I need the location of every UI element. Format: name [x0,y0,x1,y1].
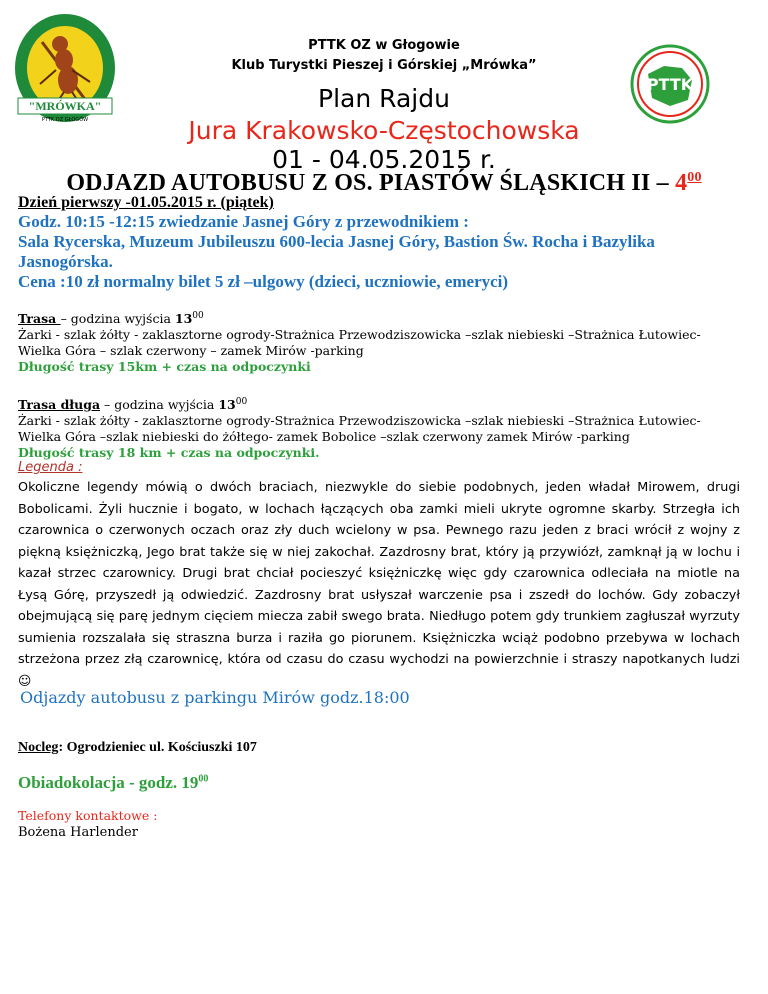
departure-hour: 4 [675,170,688,196]
svg-text:"MRÓWKA": "MRÓWKA" [28,99,102,113]
trasa-hour: 13 [174,311,193,327]
svg-text:PTTK: PTTK [646,75,694,94]
trasa-desc: – godzina wyjścia [60,311,175,327]
trasa-dluga-desc: – godzina wyjścia [100,397,219,413]
club-name-line1: PTTK OZ w Głogowie [308,38,460,53]
trasa-length: Długość trasy 15km + czas na odpoczynki [18,359,311,375]
dates: 01 - 04.05.2015 r. [272,145,496,174]
trasa-dluga-length: Długość trasy 18 km + czas na odpoczynkі. [18,445,320,461]
day1-info [18,212,740,292]
day1-line3: Cena :10 zł normalny bilet 5 zł –ulgowy (dzieci, uczniowie, emeryci) [18,272,509,291]
trasa-dluga-section [18,394,740,461]
departures-info: Odjazdy autobusu z parkingu Mirów godz.18:00 [20,688,410,707]
legend-text: Okoliczne legendy mówią o dwóch braciach, niezwykle do siebie podobnych, jeden władał Mirowem, drugi Bobolicami. Żyli hucznie i bogato, w lochach łączących oba zamki mieli ukryte ogromne skarby. Strzegła ich czarownica o czerwonych oczach oraz zły duch wcielony w psa. Pewnego razu jeden z braci wrócił z wojny z piękną księżniczką, Jego brat także się w niej zakochał. Zazdrosny brat, który ją przywiózł, zamknął ją w lochu i kazał strzec czarownicy. Drugi brat chciał pocieszyć księżniczkę więc gdy czarownica odleciała na miotle na Łysą Górę, przyszedł ją odwiedzić. Zazdrosny brat usłyszał warczenie psa i zszedł do lochów. Gdy zobaczył obejmującą się parę jednym cięciem miecza zabił swego brata. Niedługo potem gdy trunkiem zagłuszał wyrzuty sumienia rozszalała się straszna burza i raziła go piorunem. Księżniczka wciąż podobno przebywa w lochach strzeżona przez złą czarownicę, która od czasu do czasu wychodzi na powierzchnie i straszy napotkanych ludzi ☺ [18,480,740,689]
trasa-section [18,308,740,375]
trasa-dluga-route: Żarki - szlak żółty - zaklasztorne ogrody-Strażnica Przewodziszowicka –szlak niebieski –Strażnica Łutowiec-Wielka Góra –szlak niebieski do żółtego- zamek Bobolice –szlak czerwony zamek Mirów -parking [18,413,701,445]
day1-line2: Sala Rycerska, Muzeum Jubileuszu 600-lecia Jasnej Góry, Bastion Św. Rocha i Bazylika Jasnogórska. [18,232,655,271]
day1-line1: Godz. 10:15 -12:15 zwiedzanie Jasnej Góry z przewodnikiem : [18,212,469,231]
trasa-dluga-hour: 13 [218,397,236,413]
club-name-line2: Klub Turystki Pieszej i Górskiej „Mrówka” [231,58,537,73]
nocleg-value: : Ogrodzieniec ul. Kościuszki 107 [58,740,257,755]
trasa-dluga-header [18,394,740,413]
trasa-min: 00 [192,311,204,321]
plan-title: Plan Rajdu [318,84,450,113]
phones-label: Telefony kontaktowe : [18,808,158,823]
departure-text: ODJAZD AUTOBUSU Z OS. PIASTÓW ŚLĄSKICH II – [66,170,676,196]
svg-text:PTTK OZ GŁOGÓW: PTTK OZ GŁOGÓW [41,117,89,123]
obiad-text: Obiadokolacja - godz. 19 [18,773,199,792]
obiad-min: 00 [198,773,209,785]
contact-name: Bożena Harlender [18,825,138,840]
trasa-route: Żarki - szlak żółty - zaklasztorne ogrody-Strażnica Przewodziszowicka –szlak niebieski –Strażnica Łutowiec-Wielka Góra – szlak czerwony – zamek Mirów -parking [18,327,701,359]
nocleg-label: Nocleg [18,740,59,755]
legend-heading: Legenda : [18,460,83,475]
trasa-dluga-min: 00 [235,397,248,407]
obiadokolacja [18,773,740,793]
trasa-label: Trasa [18,311,61,327]
day1-title: Dzień pierwszy -01.05.2015 r. (piątek) [18,194,274,211]
nocleg [18,740,740,756]
trasa-dluga-label: Trasa długa [18,397,101,413]
trasa-header [18,308,740,327]
departure-heading [0,170,768,197]
region-title: Jura Krakowsko-Częstochowska [188,116,580,145]
departure-min: 00 [687,170,702,185]
